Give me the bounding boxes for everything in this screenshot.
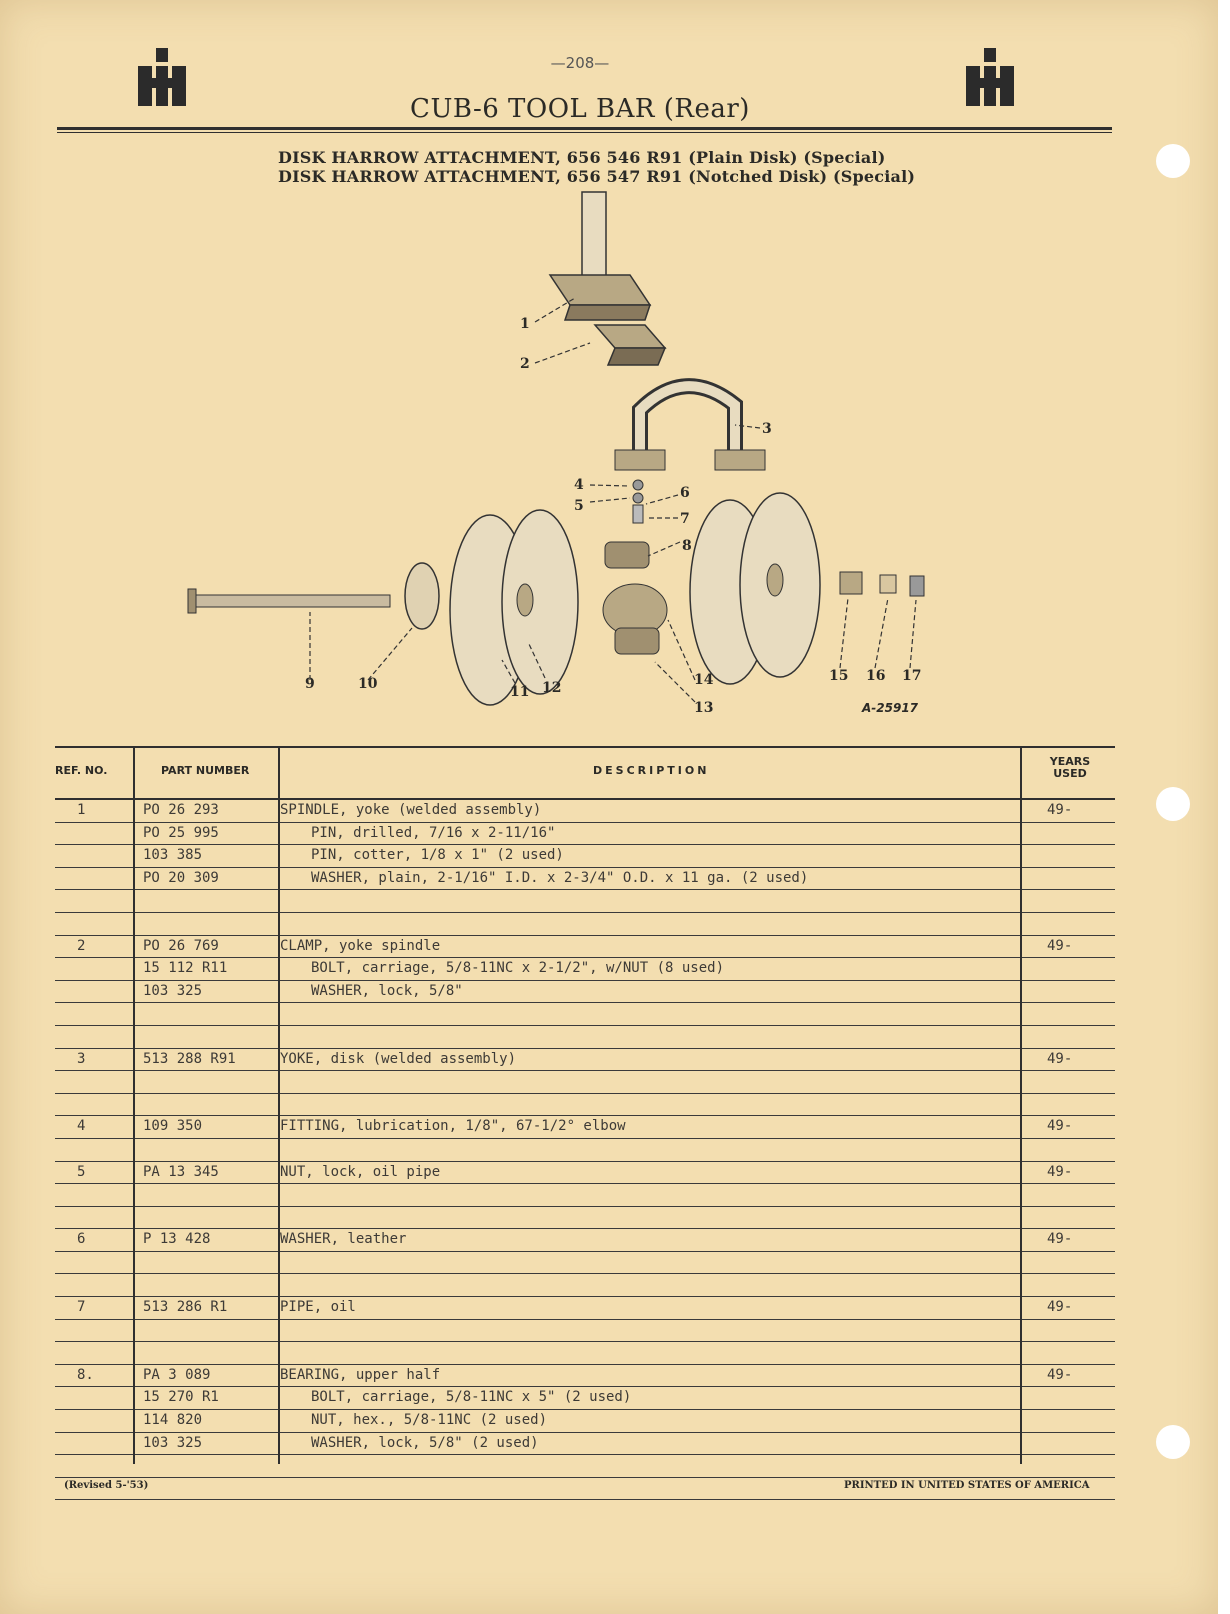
table-row — [55, 936, 1115, 959]
revised-note: (Revised 5-'53) — [64, 1480, 149, 1491]
header-ref: REF. NO. — [55, 764, 108, 777]
description-cell: PIN, cotter, 1/8 x 1" (2 used) — [311, 847, 564, 864]
divider — [57, 132, 1112, 133]
part-number-cell: PA 3 089 — [143, 1366, 211, 1383]
header-desc: DESCRIPTION — [593, 764, 710, 777]
punch-hole — [1156, 1425, 1190, 1459]
table-row — [55, 1252, 1115, 1275]
description-cell: PIPE, oil — [280, 1299, 356, 1316]
description-cell: WASHER, leather — [280, 1231, 407, 1248]
years-used-cell: 49- — [1047, 1050, 1073, 1067]
callout-4: 4 — [574, 477, 584, 493]
years-used-cell: 49- — [1047, 1366, 1073, 1383]
description-cell: NUT, lock, oil pipe — [280, 1163, 441, 1180]
part-number-cell: 15 112 R11 — [143, 960, 228, 977]
description-cell: BOLT, carriage, 5/8-11NC x 2-1/2", w/NUT (8 used) — [311, 960, 725, 977]
part-number-cell: PO 26 769 — [143, 937, 219, 954]
punch-hole — [1156, 144, 1190, 178]
table-row — [55, 1229, 1115, 1252]
table-row — [55, 1139, 1115, 1162]
years-used-cell: 49- — [1047, 1118, 1073, 1135]
column-divider — [1020, 746, 1022, 1464]
figure-id: A-25917 — [862, 701, 919, 715]
part-number-cell: 103 325 — [143, 982, 203, 999]
table-row — [55, 958, 1115, 981]
punch-hole — [1156, 787, 1190, 821]
table-row — [55, 1003, 1115, 1026]
years-used-cell: 49- — [1047, 937, 1073, 954]
part-number-cell: 103 325 — [143, 1434, 203, 1451]
axle-part — [190, 595, 390, 607]
bearing-upper-part — [605, 542, 649, 568]
ref-cell: 1 — [77, 802, 86, 818]
ref-cell: 6 — [77, 1231, 86, 1248]
callout-8: 8 — [682, 538, 692, 554]
table-row — [55, 1207, 1115, 1230]
years-used-cell: 49- — [1047, 1163, 1073, 1180]
table-body — [55, 800, 1115, 1500]
part-number-cell: PO 25 995 — [143, 824, 219, 841]
ref-cell: 8. — [77, 1366, 94, 1383]
table-row — [55, 1184, 1115, 1207]
callout-7: 7 — [680, 511, 690, 527]
page-number: —208— — [550, 54, 610, 72]
description-cell: SPINDLE, yoke (welded assembly) — [280, 802, 542, 818]
part-number-cell: 513 286 R1 — [143, 1299, 228, 1316]
part-number-cell: 513 288 R91 — [143, 1050, 236, 1067]
callout-15: 15 — [829, 668, 849, 684]
table-row — [55, 823, 1115, 846]
table-row — [55, 1297, 1115, 1320]
column-divider — [278, 746, 280, 1464]
description-cell: WASHER, lock, 5/8" (2 used) — [311, 1434, 539, 1451]
callout-6: 6 — [680, 485, 690, 501]
description-cell: BOLT, carriage, 5/8-11NC x 5" (2 used) — [311, 1389, 632, 1406]
part-number-cell: PO 26 293 — [143, 802, 219, 818]
description-cell: FITTING, lubrication, 1/8", 67-1/2° elbow — [280, 1118, 626, 1135]
callout-5: 5 — [574, 498, 584, 514]
subtitle-notched-disk: DISK HARROW ATTACHMENT, 656 547 R91 (Notched Disk) (Special) — [278, 167, 916, 186]
clamp-part — [595, 325, 665, 348]
part-number-cell: P 13 428 — [143, 1231, 211, 1248]
ref-cell: 7 — [77, 1299, 86, 1316]
callout-11: 11 — [510, 684, 530, 700]
table-row — [55, 1049, 1115, 1072]
description-cell: YOKE, disk (welded assembly) — [280, 1050, 517, 1067]
printed-note: PRINTED IN UNITED STATES OF AMERICA — [844, 1480, 1090, 1491]
years-used-cell: 49- — [1047, 802, 1073, 818]
header-part: PART NUMBER — [161, 764, 250, 777]
table-row — [55, 1274, 1115, 1297]
description-cell: CLAMP, yoke spindle — [280, 937, 441, 954]
table-row — [55, 1071, 1115, 1094]
description-cell: BEARING, upper half — [280, 1366, 441, 1383]
callout-14: 14 — [694, 672, 714, 688]
table-row — [55, 1320, 1115, 1343]
page-title: CUB-6 TOOL BAR (Rear) — [410, 94, 750, 124]
column-divider — [133, 746, 135, 1464]
table-row — [55, 868, 1115, 891]
description-cell: WASHER, plain, 2-1/16" I.D. x 2-3/4" O.D. x 11 ga. (2 used) — [311, 869, 809, 886]
ref-cell: 4 — [77, 1118, 86, 1135]
table-row — [55, 1116, 1115, 1139]
table-row — [55, 800, 1115, 823]
dust-cap-part — [405, 563, 439, 629]
callout-17: 17 — [902, 668, 922, 684]
callout-3: 3 — [762, 421, 772, 437]
callout-13: 13 — [694, 700, 714, 716]
callout-10: 10 — [358, 676, 378, 692]
table-row — [55, 1455, 1115, 1478]
table-row — [55, 1342, 1115, 1365]
table-row — [55, 845, 1115, 868]
table-row — [55, 890, 1115, 913]
part-number-cell: 15 270 R1 — [143, 1389, 219, 1406]
callout-labels — [305, 316, 921, 716]
table-row — [55, 1365, 1115, 1388]
ref-cell: 3 — [77, 1050, 86, 1067]
years-used-cell: 49- — [1047, 1299, 1073, 1316]
divider — [57, 127, 1112, 130]
spindle-part — [550, 192, 650, 320]
ref-cell: 5 — [77, 1163, 86, 1180]
callout-16: 16 — [866, 668, 886, 684]
table-row — [55, 913, 1115, 936]
subtitle-plain-disk: DISK HARROW ATTACHMENT, 656 546 R91 (Plain Disk) (Special) — [278, 148, 886, 167]
exploded-parts-diagram — [150, 180, 1050, 740]
ref-cell: 2 — [77, 937, 86, 954]
table-header — [55, 746, 1115, 800]
table-row — [55, 1433, 1115, 1456]
part-number-cell: 114 820 — [143, 1412, 203, 1429]
part-number-cell: 103 385 — [143, 847, 203, 864]
callout-2: 2 — [520, 356, 530, 372]
table-row — [55, 1387, 1115, 1410]
table-row — [55, 1410, 1115, 1433]
table-row — [55, 1094, 1115, 1117]
parts-table — [55, 746, 1115, 1500]
table-row — [55, 1162, 1115, 1185]
callout-12: 12 — [542, 680, 562, 696]
part-number-cell: PA 13 345 — [143, 1163, 219, 1180]
callout-1: 1 — [520, 316, 530, 332]
nut-part — [840, 572, 862, 594]
description-cell: WASHER, lock, 5/8" — [311, 982, 463, 999]
description-cell: NUT, hex., 5/8-11NC (2 used) — [311, 1412, 548, 1429]
description-cell: PIN, drilled, 7/16 x 2-11/16" — [311, 824, 556, 841]
header-years: YEARS USED — [1049, 755, 1091, 780]
part-number-cell: PO 20 309 — [143, 869, 219, 886]
years-used-cell: 49- — [1047, 1231, 1073, 1248]
callout-9: 9 — [305, 676, 315, 692]
table-row — [55, 981, 1115, 1004]
table-row — [55, 1026, 1115, 1049]
part-number-cell: 109 350 — [143, 1118, 203, 1135]
